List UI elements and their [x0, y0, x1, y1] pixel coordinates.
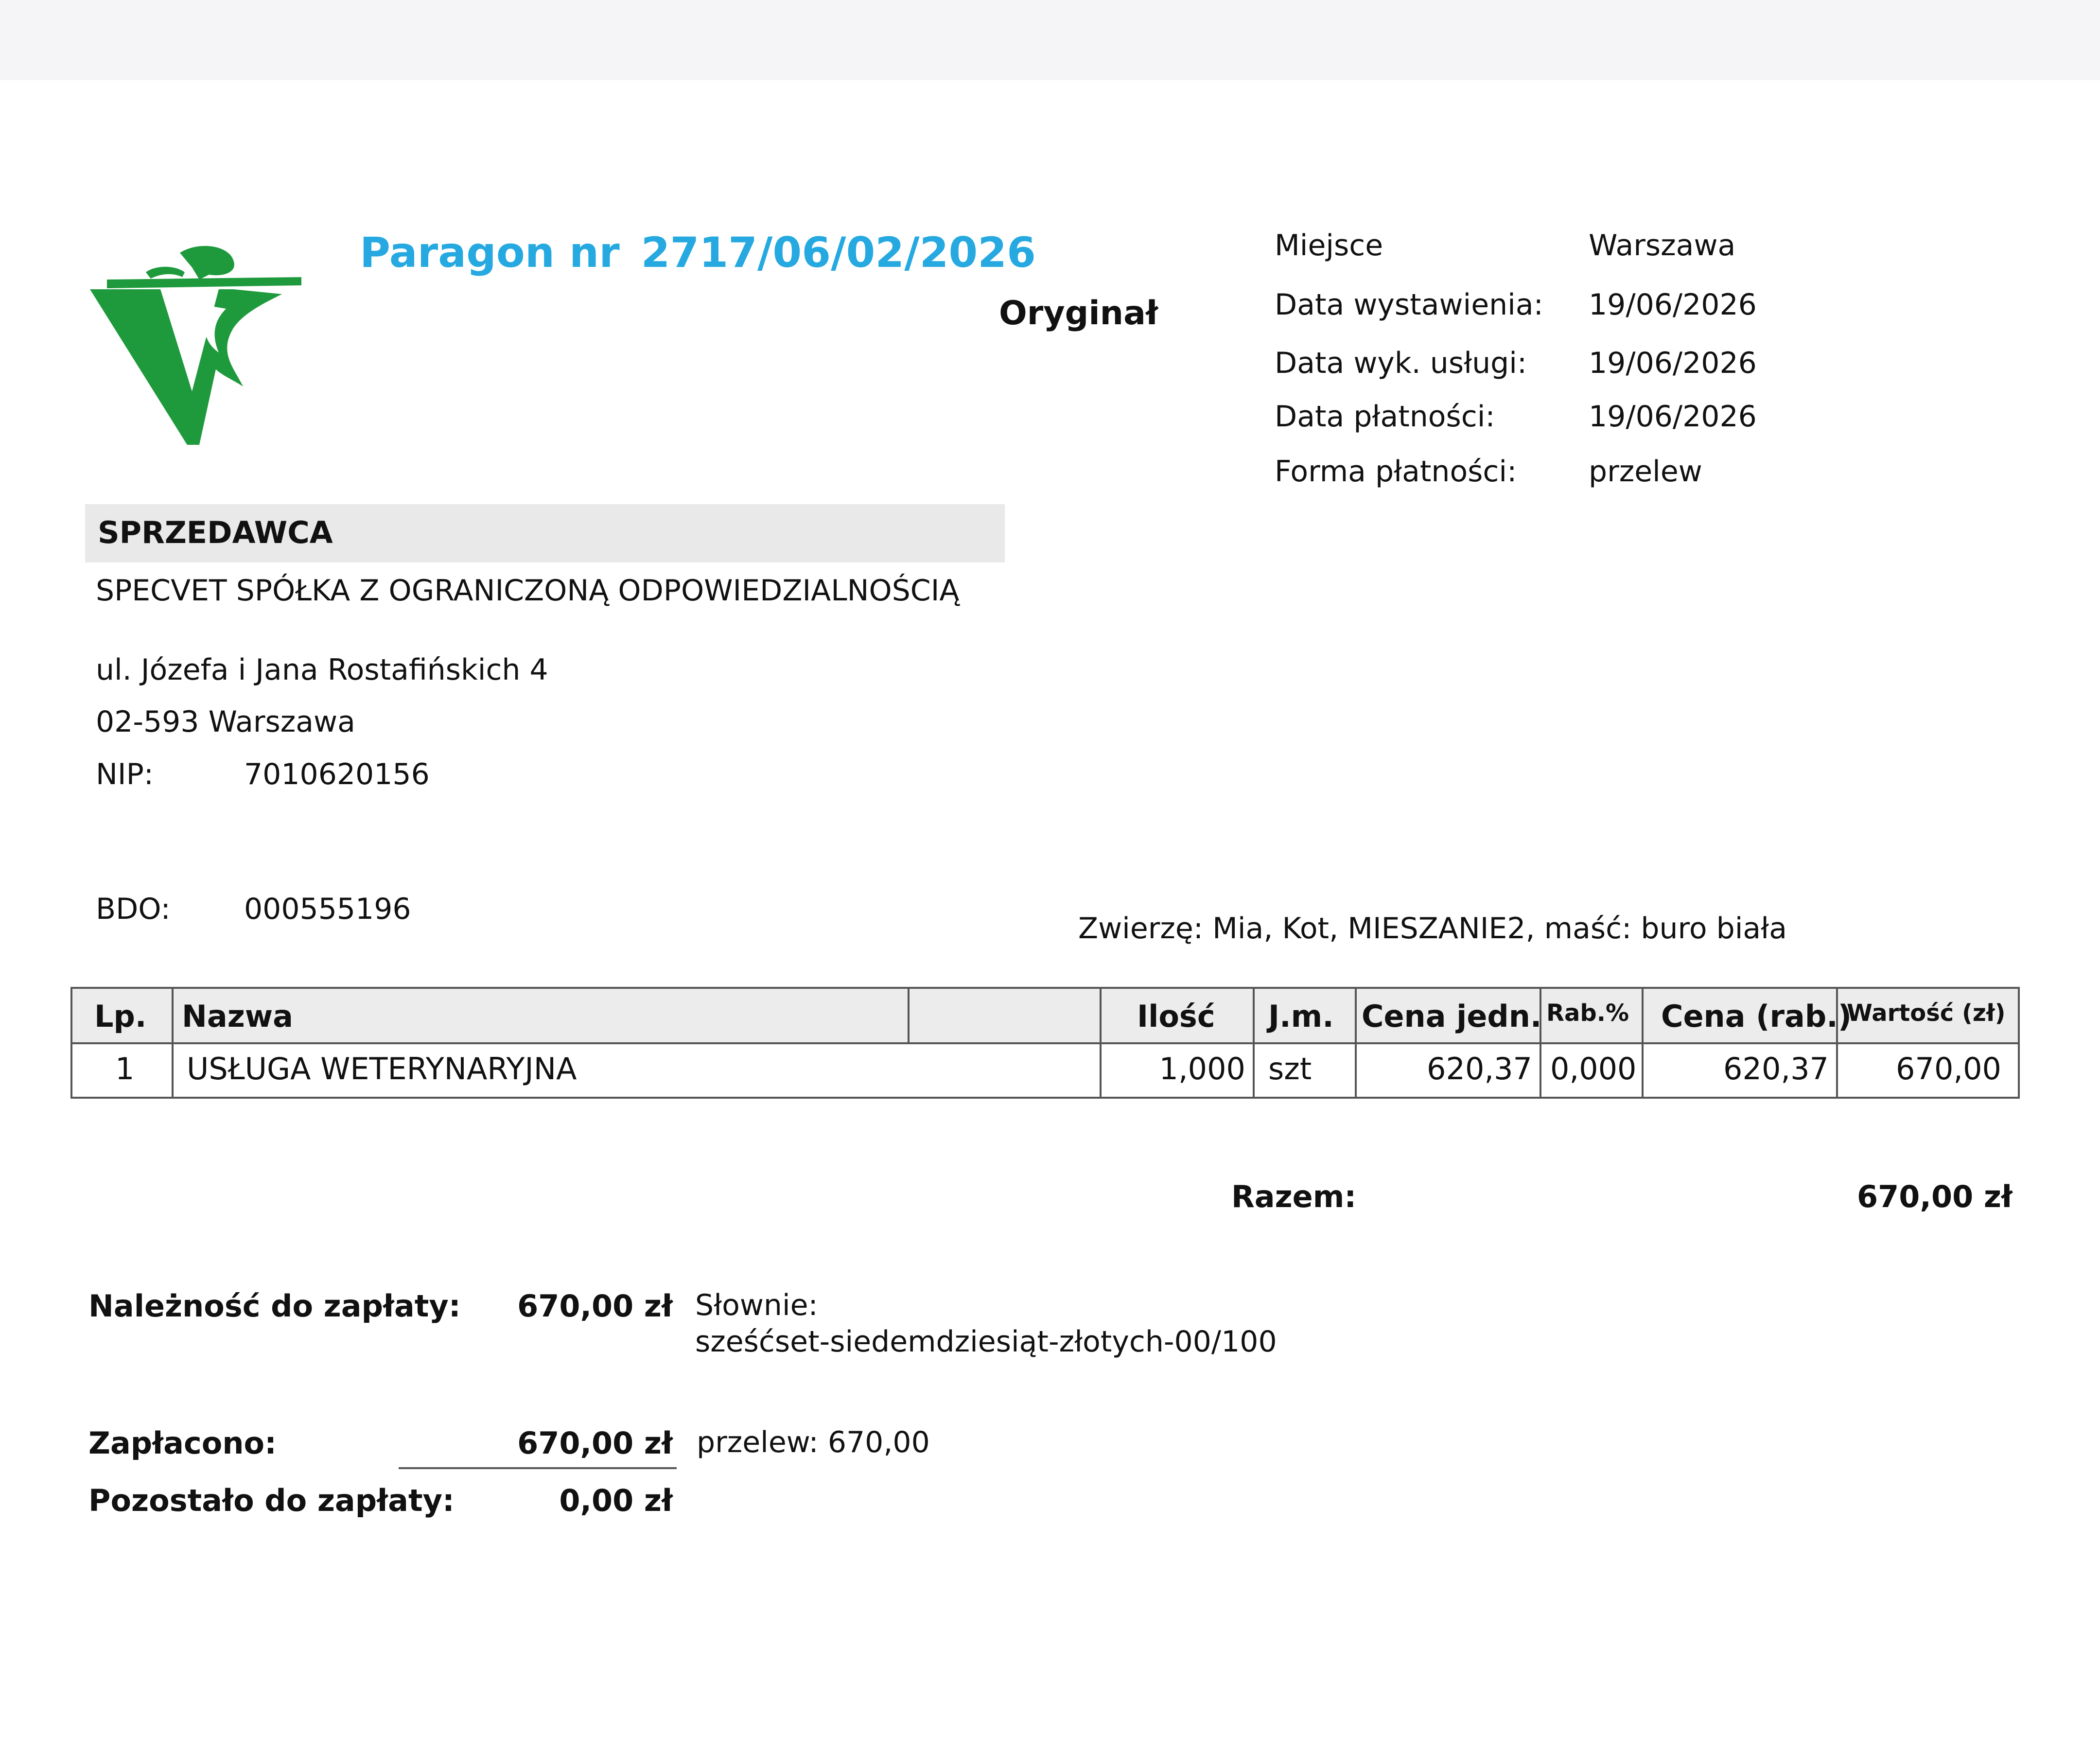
- paid-method: przelew: 670,00: [697, 1425, 930, 1459]
- total-value: 670,00 zł: [1857, 1179, 2012, 1214]
- paid-underline: [399, 1467, 677, 1469]
- row-unit: szt: [1268, 1051, 1312, 1087]
- row-value: 670,00: [1896, 1051, 2001, 1087]
- payment-method-label: Forma płatności:: [1275, 455, 1517, 489]
- col-header-lp: Lp.: [94, 999, 147, 1034]
- payment-date-value: 19/06/2026: [1589, 400, 1757, 434]
- receipt-title: [360, 228, 1036, 277]
- bdo-value: 000555196: [244, 892, 411, 926]
- place-value: Warszawa: [1589, 228, 1736, 263]
- col-header-name: Nazwa: [182, 999, 293, 1034]
- total-label: Razem:: [1231, 1179, 1357, 1214]
- issue-date-label: Data wystawienia:: [1275, 288, 1543, 322]
- copy-mark: Oryginał: [999, 294, 1158, 333]
- paid-label: Zapłacono:: [88, 1425, 277, 1461]
- top-margin-band: [0, 0, 2100, 80]
- in-words-value: sześćset-siedemdziesiąt-złotych-00/100: [695, 1325, 1277, 1359]
- receipt-number: 2717/06/02/2026: [641, 228, 1036, 277]
- paid-value: 670,00 zł: [517, 1425, 673, 1461]
- col-header-value: Wartość (zł): [1847, 1000, 2006, 1027]
- bdo-label: BDO:: [96, 892, 171, 926]
- animal-info: Zwierzę: Mia, Kot, MIESZANIE2, maść: buro biała: [1078, 912, 1787, 946]
- payment-date-label: Data płatności:: [1275, 400, 1495, 434]
- seller-street: ul. Józefa i Jana Rostafińskich 4: [96, 653, 548, 687]
- in-words-label: Słownie:: [695, 1288, 818, 1322]
- payment-method-value: przelew: [1589, 455, 1702, 489]
- issue-date-value: 19/06/2026: [1589, 288, 1757, 322]
- row-unit-price: 620,37: [1427, 1051, 1532, 1087]
- col-header-unit: J.m.: [1268, 999, 1334, 1034]
- veterinary-logo-icon: [88, 231, 309, 445]
- remaining-value: 0,00 zł: [559, 1483, 673, 1518]
- seller-city: 02-593 Warszawa: [96, 705, 355, 739]
- col-header-qty: Ilość: [1137, 999, 1215, 1034]
- row-discount: 0,000: [1550, 1051, 1637, 1087]
- row-price-disc: 620,37: [1723, 1051, 1829, 1087]
- row-lp: 1: [115, 1051, 135, 1087]
- nip-value: 7010620156: [244, 757, 430, 791]
- seller-name: SPECVET SPÓŁKA Z OGRANICZONĄ ODPOWIEDZIALNOŚCIĄ: [96, 574, 960, 608]
- remaining-label: Pozostało do zapłaty:: [88, 1483, 455, 1518]
- row-name: USŁUGA WETERYNARYJNA: [187, 1051, 577, 1087]
- nip-label: NIP:: [96, 757, 154, 791]
- seller-heading: SPRZEDAWCA: [98, 515, 333, 550]
- seller-heading-bar: [85, 504, 1005, 562]
- col-header-discount: Rab.%: [1546, 1000, 1629, 1027]
- receipt-title-label: Paragon nr: [360, 228, 620, 277]
- items-table: [70, 987, 2020, 1099]
- col-header-unit-price: Cena jedn.: [1362, 999, 1542, 1034]
- amount-due-label: Należność do zapłaty:: [88, 1288, 461, 1324]
- amount-due-value: 670,00 zł: [517, 1288, 673, 1324]
- col-header-price-disc: Cena (rab.): [1661, 999, 1852, 1034]
- row-qty: 1,000: [1159, 1051, 1245, 1087]
- service-date-value: 19/06/2026: [1589, 346, 1757, 380]
- place-label: Miejsce: [1275, 228, 1383, 263]
- service-date-label: Data wyk. usługi:: [1275, 346, 1527, 380]
